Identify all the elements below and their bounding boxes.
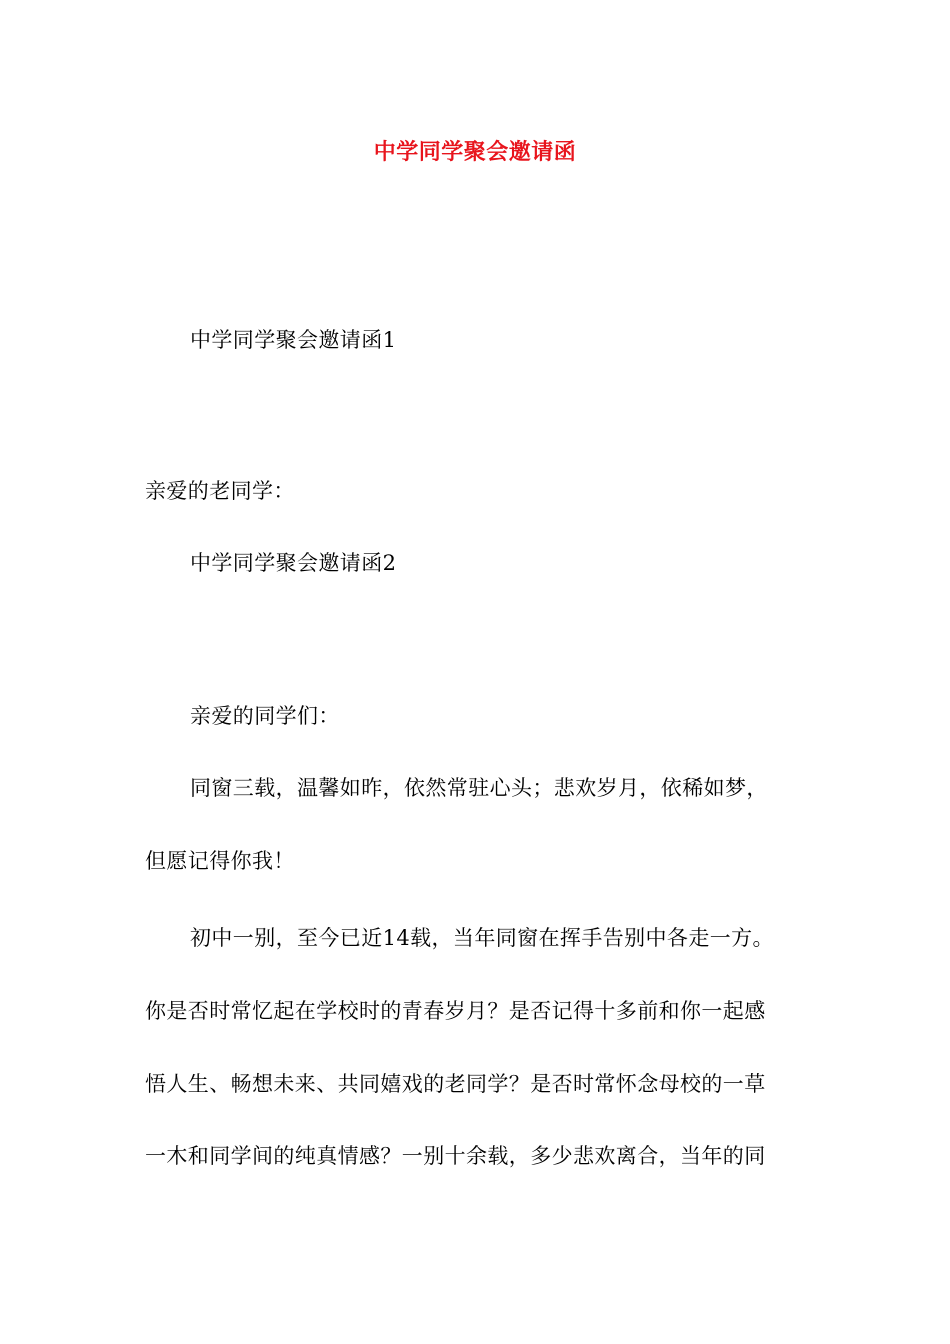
paragraph-line: 一木和同学间的纯真情感？一别十余载，多少悲欢离合，当年的同 <box>145 1144 766 1168</box>
paragraph-line: 你是否时常忆起在学校时的青春岁月？是否记得十多前和你一起感 <box>145 999 766 1023</box>
section-heading-1: 中学同学聚会邀请函1 <box>190 328 397 352</box>
salutation-1: 亲爱的老同学： <box>145 479 295 503</box>
paragraph-line: 同窗三载，温馨如昨，依然常驻心头；悲欢岁月，依稀如梦， <box>190 776 768 800</box>
paragraph-line: 但愿记得你我！ <box>145 849 295 873</box>
paragraph-line: 悟人生、畅想未来、共同嬉戏的老同学？是否时常怀念母校的一草 <box>145 1072 766 1096</box>
document-title: 中学同学聚会邀请函 <box>373 139 577 165</box>
salutation-2: 亲爱的同学们： <box>190 704 340 728</box>
paragraph-line: 初中一别，至今已近14载，当年同窗在挥手告别中各走一方。 <box>190 926 774 950</box>
section-heading-2: 中学同学聚会邀请函2 <box>190 551 397 575</box>
